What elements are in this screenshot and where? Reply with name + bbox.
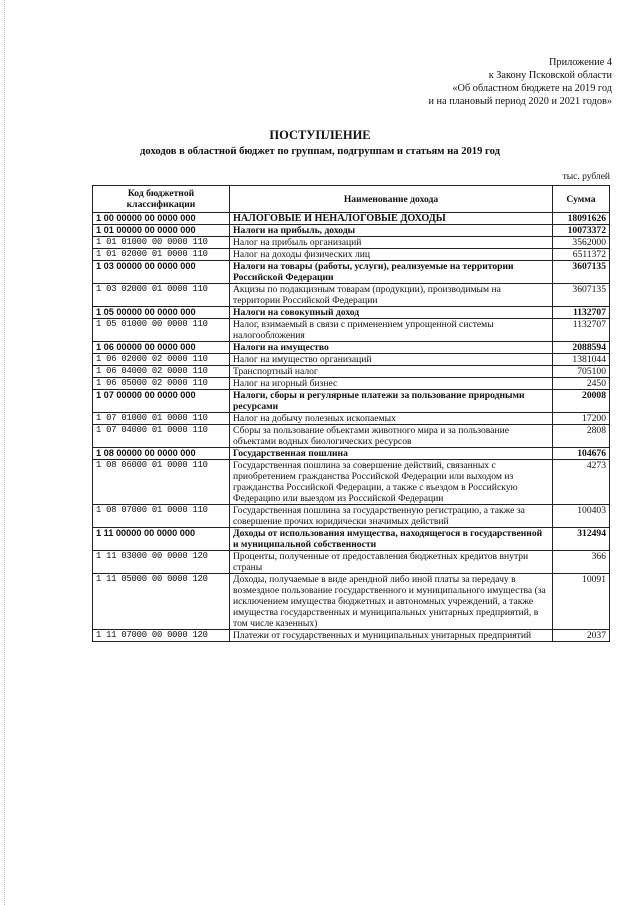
name-cell: Государственная пошлина [230, 448, 553, 460]
amount-cell: 6511372 [553, 249, 610, 261]
name-cell: Платежи от государственных и муниципальных унитарных предприятий [230, 630, 553, 642]
revenue-table [92, 185, 610, 642]
table-row [93, 342, 610, 354]
amount-cell: 705100 [553, 366, 610, 378]
column-header-code: Код бюджетной классификации [93, 186, 230, 213]
table-row [93, 307, 610, 319]
table-body [93, 213, 610, 642]
name-cell: Налоги на товары (работы, услуги), реализуемые на территории Российской Федерации [230, 261, 553, 284]
name-cell: Налоги на совокупный доход [230, 307, 553, 319]
appendix-reference [428, 56, 612, 108]
name-cell: Налоги, сборы и регулярные платежи за пользование природными ресурсами [230, 390, 553, 413]
code-cell: 1 05 00000 00 0000 000 [93, 307, 230, 319]
amount-cell: 312494 [553, 528, 610, 551]
table-row [93, 630, 610, 642]
amount-cell: 4273 [553, 460, 610, 505]
code-cell: 1 11 00000 00 0000 000 [93, 528, 230, 551]
amount-cell: 100403 [553, 505, 610, 528]
amount-cell: 17200 [553, 413, 610, 425]
column-header-name: Наименование дохода [230, 186, 553, 213]
amount-cell: 1381044 [553, 354, 610, 366]
name-cell: НАЛОГОВЫЕ И НЕНАЛОГОВЫЕ ДОХОДЫ [230, 213, 553, 225]
code-cell: 1 11 07000 00 0000 120 [93, 630, 230, 642]
table-row [93, 213, 610, 225]
appendix-line: к Закону Псковской области [488, 70, 612, 81]
table-row [93, 319, 610, 342]
amount-cell: 18091626 [553, 213, 610, 225]
code-cell: 1 01 01000 00 0000 110 [93, 237, 230, 249]
amount-cell: 3607135 [553, 284, 610, 307]
amount-cell: 10091 [553, 574, 610, 630]
code-cell: 1 08 07000 01 0000 110 [93, 505, 230, 528]
code-cell: 1 06 04000 02 0000 110 [93, 366, 230, 378]
table-row [93, 284, 610, 307]
code-cell: 1 05 01000 00 0000 110 [93, 319, 230, 342]
code-cell: 1 11 05000 00 0000 120 [93, 574, 230, 630]
table-row [93, 425, 610, 448]
code-cell: 1 06 02000 02 0000 110 [93, 354, 230, 366]
code-cell: 1 03 02000 01 0000 110 [93, 284, 230, 307]
name-cell: Транспортный налог [230, 366, 553, 378]
code-cell: 1 08 00000 00 0000 000 [93, 448, 230, 460]
amount-cell: 10073372 [553, 225, 610, 237]
table-row [93, 225, 610, 237]
name-cell: Налоги на имущество [230, 342, 553, 354]
amount-cell: 2808 [553, 425, 610, 448]
table-row [93, 366, 610, 378]
code-cell: 1 07 01000 01 0000 110 [93, 413, 230, 425]
name-cell: Доходы от использования имущества, находящегося в государственной и муниципальной собственности [230, 528, 553, 551]
name-cell: Налог на добычу полезных ископаемых [230, 413, 553, 425]
name-cell: Проценты, полученные от предоставления бюджетных кредитов внутри страны [230, 551, 553, 574]
amount-cell: 3607135 [553, 261, 610, 284]
table-row [93, 448, 610, 460]
amount-cell: 2037 [553, 630, 610, 642]
document-title: ПОСТУПЛЕНИЕ [269, 128, 371, 142]
amount-cell: 366 [553, 551, 610, 574]
code-cell: 1 07 00000 00 0000 000 [93, 390, 230, 413]
code-cell: 1 06 00000 00 0000 000 [93, 342, 230, 354]
table-row [93, 460, 610, 505]
appendix-line: Приложение 4 [549, 57, 612, 68]
amount-cell: 3562000 [553, 237, 610, 249]
amount-cell: 2450 [553, 378, 610, 390]
units-label: тыс. рублей [562, 172, 610, 182]
code-cell: 1 01 00000 00 0000 000 [93, 225, 230, 237]
table-row [93, 261, 610, 284]
table-header-row [93, 186, 610, 213]
code-cell: 1 11 03000 00 0000 120 [93, 551, 230, 574]
appendix-line: «Об областном бюджете на 2019 год [452, 83, 612, 94]
table-row [93, 551, 610, 574]
table-row [93, 413, 610, 425]
amount-cell: 104676 [553, 448, 610, 460]
name-cell: Сборы за пользование объектами животного мира и за пользование объектами водных биологических ресурсов [230, 425, 553, 448]
name-cell: Налог на игорный бизнес [230, 378, 553, 390]
code-cell: 1 07 04000 01 0000 110 [93, 425, 230, 448]
table-row [93, 237, 610, 249]
name-cell: Доходы, получаемые в виде арендной либо иной платы за передачу в возмездное пользование государственного и муниципального имущества (за исключением имущества бюджетных и автономных учреждений, а также имущества государственных и муниципальных унитарных предприятий, в том числе казенных) [230, 574, 553, 630]
name-cell: Налог на доходы физических лиц [230, 249, 553, 261]
amount-cell: 1132707 [553, 319, 610, 342]
code-cell: 1 06 05000 02 0000 110 [93, 378, 230, 390]
code-cell: 1 03 00000 00 0000 000 [93, 261, 230, 284]
name-cell: Налог, взимаемый в связи с применением упрощенной системы налогообложения [230, 319, 553, 342]
name-cell: Государственная пошлина за государственную регистрацию, а также за совершение прочих юридически значимых действий [230, 505, 553, 528]
name-cell: Налоги на прибыль, доходы [230, 225, 553, 237]
table-row [93, 528, 610, 551]
table-row [93, 249, 610, 261]
table-row [93, 378, 610, 390]
table-row [93, 574, 610, 630]
appendix-line: и на плановый период 2020 и 2021 годов» [428, 96, 612, 107]
code-cell: 1 08 06000 01 0000 110 [93, 460, 230, 505]
name-cell: Государственная пошлина за совершение действий, связанных с приобретением гражданства Российской Федерации или выходом из гражданства Российской Федерации, а также с въездом в Российскую Федерацию или выездом из Российской Федерации [230, 460, 553, 505]
table-row [93, 505, 610, 528]
code-cell: 1 01 02000 01 0000 110 [93, 249, 230, 261]
name-cell: Налог на имущество организаций [230, 354, 553, 366]
amount-cell: 1132707 [553, 307, 610, 319]
amount-cell: 20008 [553, 390, 610, 413]
code-cell: 1 00 00000 00 0000 000 [93, 213, 230, 225]
name-cell: Налог на прибыль организаций [230, 237, 553, 249]
column-header-amount: Сумма [553, 186, 610, 213]
name-cell: Акцизы по подакцизным товарам (продукции), производимым на территории Российской Федерации [230, 284, 553, 307]
table-row [93, 390, 610, 413]
table-row [93, 354, 610, 366]
amount-cell: 2088594 [553, 342, 610, 354]
document-subtitle: доходов в областной бюджет по группам, подгруппам и статьям на 2019 год [140, 146, 500, 157]
